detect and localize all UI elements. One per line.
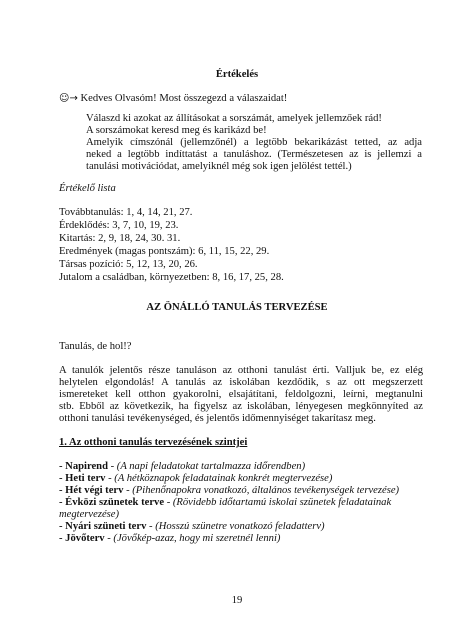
page-title: Értékelés (215, 69, 259, 80)
intro-text: Kedves Olvasóm! Most összegezd a válaszaidat! (80, 93, 288, 104)
list-item (59, 497, 391, 509)
level-term: - Nyári szüneti terv (59, 521, 147, 532)
level-term: - Napirend (59, 461, 108, 472)
instruction-line: tanulási motivációdat, amelyiknél még sok igen jelölést tettél.) (86, 161, 352, 172)
eval-list-item: Érdeklődés: 3, 7, 10, 19, 23. (59, 220, 179, 231)
smiley-icon: ☺ (59, 93, 70, 104)
instruction-line: A sorszámokat keresd meg és karikázd be! (86, 125, 267, 136)
level-desc: - (A hétköznapok feladatainak konkrét megtervezése) (105, 473, 333, 484)
level-desc: - (A napi feladatokat tartalmazza időrendben) (107, 461, 306, 472)
list-item (59, 473, 332, 485)
list-item (59, 485, 399, 497)
eval-list-item: Társas pozíció: 5, 12, 13, 20, 26. (59, 259, 198, 270)
paragraph-line: ismereteket kell otthon gyakorolni, elsajátítani, feldolgozni, leírni, megtanulni (59, 389, 423, 400)
section-question: Tanulás, de hol!? (59, 341, 132, 352)
level-term: - Heti terv (59, 473, 106, 484)
list-item (59, 461, 305, 473)
eval-list-item: Eredmények (magas pontszám): 6, 11, 15, 22, 29. (59, 246, 270, 257)
paragraph-line: otthoni tanulási tevékenységed, és jelentős időmennyiséget takarítasz meg. (59, 413, 376, 424)
instruction-line: Válaszd ki azokat az állításokat a sorszámát, amelyek jellemzőek rád! (86, 113, 382, 124)
level-desc: - (Pihenőnapokra vonatkozó, általános tevékenységek tervezése) (123, 485, 400, 496)
eval-list-item: Kitartás: 2, 9, 18, 24, 30. 31. (59, 233, 181, 244)
eval-list-item: Jutalom a családban, környezetben: 8, 16, 17, 25, 28. (59, 272, 284, 283)
level-term: - Jövőterv (59, 533, 105, 544)
level-term: - Hét végi terv (59, 485, 124, 496)
list-title: Értékelő lista (59, 183, 116, 194)
instruction-line: Amelyik címszónál (jellemzőnél) a legtöbb bekarikázást tetted, az adja (86, 137, 422, 148)
level-desc: - (Jövőkép-azaz, hogy mi szeretnél lenni) (104, 533, 281, 544)
paragraph-line: stb. Ebből az következik, ha figyelsz az iskolában, lényegesen megkönnyíted az (59, 401, 423, 412)
level-desc: - (Hosszú szünetre vonatkozó feladatterv) (146, 521, 325, 532)
paragraph-line: A tanulók jelentős része tanuláson az otthoni tanulást érti. Valljuk be, ez elég (59, 365, 423, 376)
intro-line (59, 93, 287, 105)
subsection-title: 1. Az otthoni tanulás tervezésének szintjei (59, 437, 248, 448)
arrow-icon: → (69, 93, 78, 104)
instruction-line: neked a legtöbb indíttatást a tanuláshoz. (Természetesen az is jellemzi a (86, 149, 422, 160)
paragraph-line: helytelen elgondolás! A tanulás az iskolában kezdődik, s az ott megszerzett (59, 377, 423, 388)
list-item (59, 533, 280, 545)
page-number: 19 (231, 595, 243, 606)
list-item (59, 521, 325, 533)
level-desc: - (Rövidebb időtartamú iskolai szünetek feladatainak (164, 497, 392, 508)
level-term: - Évközi szünetek terve (59, 497, 165, 508)
level-desc-continued: megtervezése) (59, 509, 119, 520)
eval-list-item: Továbbtanulás: 1, 4, 14, 21, 27. (59, 207, 193, 218)
section-title: AZ ÖNÁLLÓ TANULÁS TERVEZÉSE (146, 302, 328, 313)
